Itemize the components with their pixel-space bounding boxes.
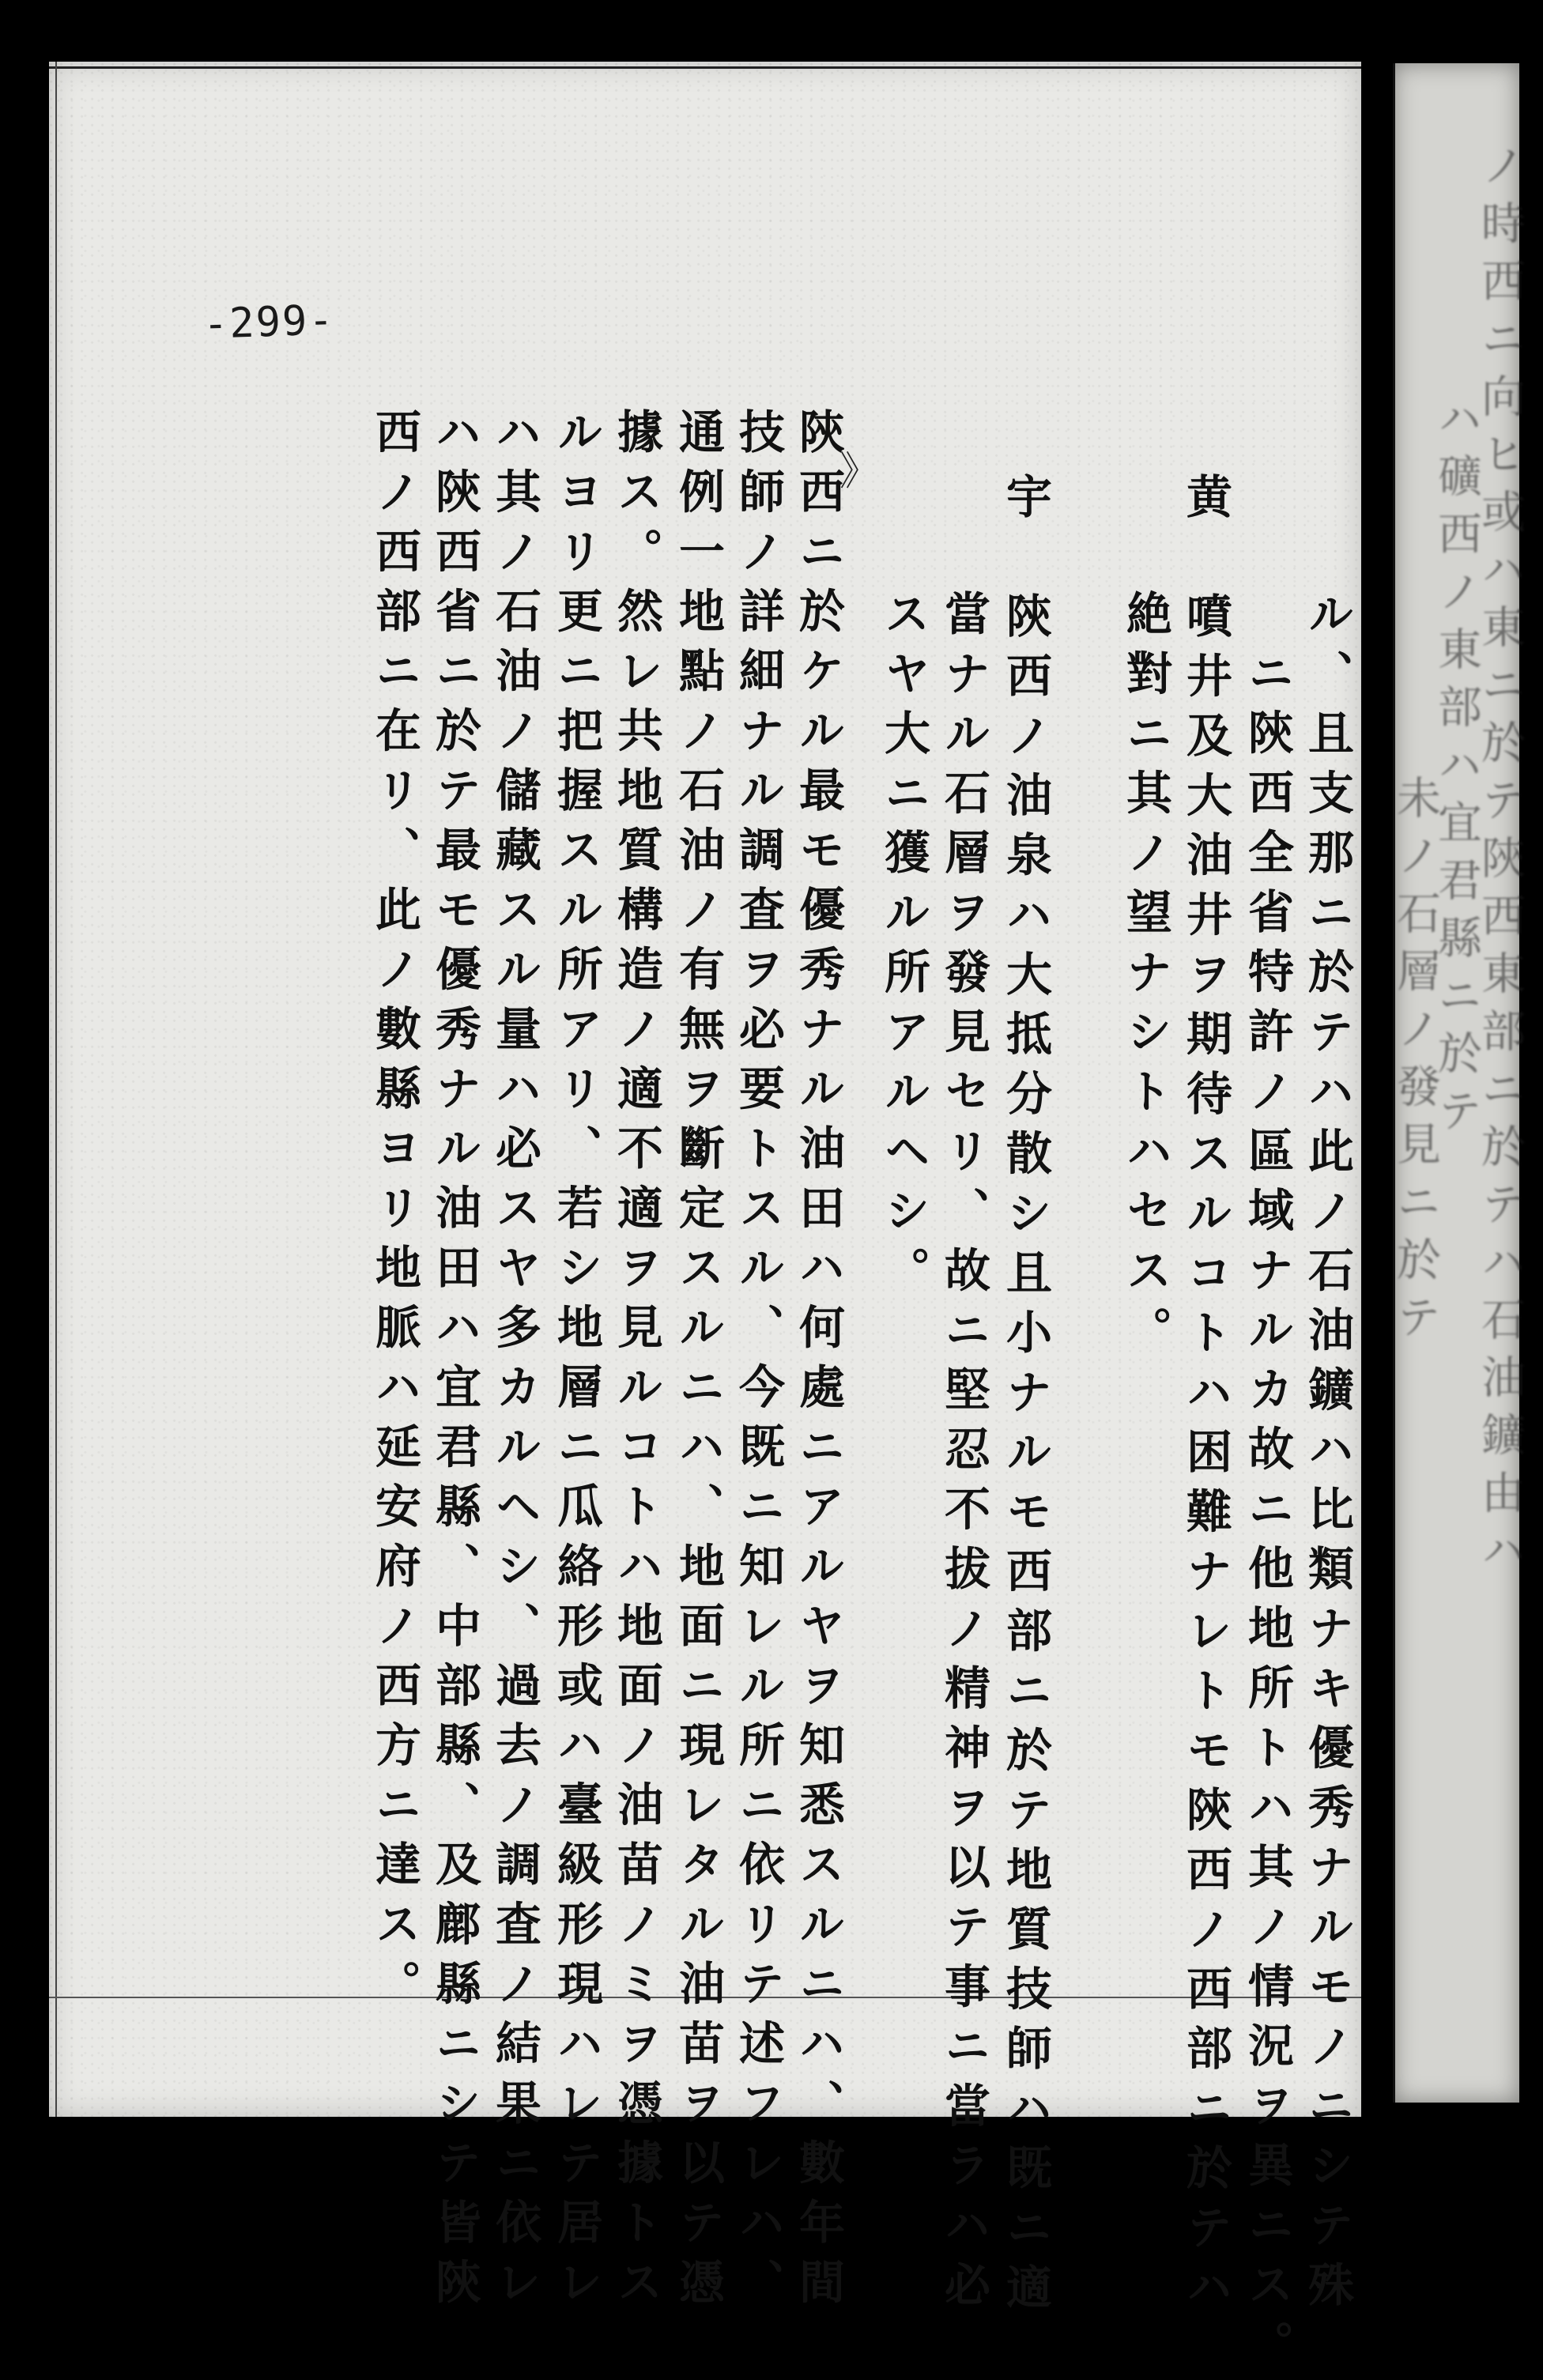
text-column-6: 當ナル石層ヲ發見セリ、故ニ堅忍不拔ノ精神ヲ以テ事ニ當ラハ必 [937,590,990,2321]
text-column-3: 黄 噴井及大油井ヲ期待スルコトハ困難ナレトモ陝西ノ西部ニ於テハ [1179,473,1232,2323]
adjacent-column-1: ノ時西ニ向ヒ或ハ東ニ於テ陝西東部ニ於テハ石油鑛由ハ [1474,142,1526,1585]
text-column-14: ハ陝西省ニ於テ最モ優秀ナル油田ハ宜君縣、中部縣、及鄜縣ニシテ皆陝 [428,408,481,2318]
adjacent-column-3: 未ノ石層ノ發見ニ於テ [1390,775,1441,1352]
text-column-8: 陝西ニ於ケル最モ優秀ナル油田ハ何處ニアルヤヲ知悉スルニハ、數年間 [791,408,845,2318]
text-column-4: 絶對ニ其ノ望ナシトハセス。 [1119,590,1172,1366]
frame-line-top [49,66,1361,69]
adjacent-page-edge [1390,63,1526,2103]
text-column-13: ハ其ノ石油ノ儲藏スル量ハ必スヤ多カルヘシ、過去ノ調査ノ結果ニ依レ [488,408,541,2318]
text-column-7: スヤ大ニ獲ル所アルヘシ。 [877,590,930,1306]
document-page [49,62,1361,2380]
text-column-5: 宇 陝西ノ油泉ハ大抵分散シ且小ナルモ西部ニ於テ地質技師ハ既ニ適 [998,473,1052,2323]
page-number: -299- [202,296,336,349]
text-column-1: ル、且支那ニ於テハ此ノ石油鑛ハ比類ナキ優秀ナルモノニシテ殊 [1300,590,1354,2321]
text-column-2: ニ陝西全省特許ノ區域ナルカ故ニ他地所トハ其ノ情況ヲ異ニス。 [1240,649,1294,2380]
margin-bracket-mark: 》 [839,448,879,494]
text-column-9: 技師ノ詳細ナル調査ヲ必要トスル、今既ニ知レル所ニ依リテ述フレハ、 [731,408,785,2318]
adjacent-column-2: ハ礦西ノ東部ハ宜君縣ニ於テ [1431,395,1482,1145]
frame-line-left [55,62,57,2117]
text-column-12: ルヨリ更ニ把握スル所アリ、若シ地層ニ瓜絡形或ハ臺級形現ハレテ居レ [549,408,603,2318]
text-column-10: 通例一地點ノ石油ノ有無ヲ斷定スルニハ、地面ニ現レタル油苗ヲ以テ憑 [671,408,725,2318]
text-column-11: 據ス。然レ共地質構造ノ適不適ヲ見ルコトハ地面ノ油苗ノミヲ憑據トス [609,408,663,2318]
text-column-15: 西ノ西部ニ在リ、此ノ數縣ヨリ地脈ハ延安府ノ西方ニ達ス。 [368,408,421,2020]
